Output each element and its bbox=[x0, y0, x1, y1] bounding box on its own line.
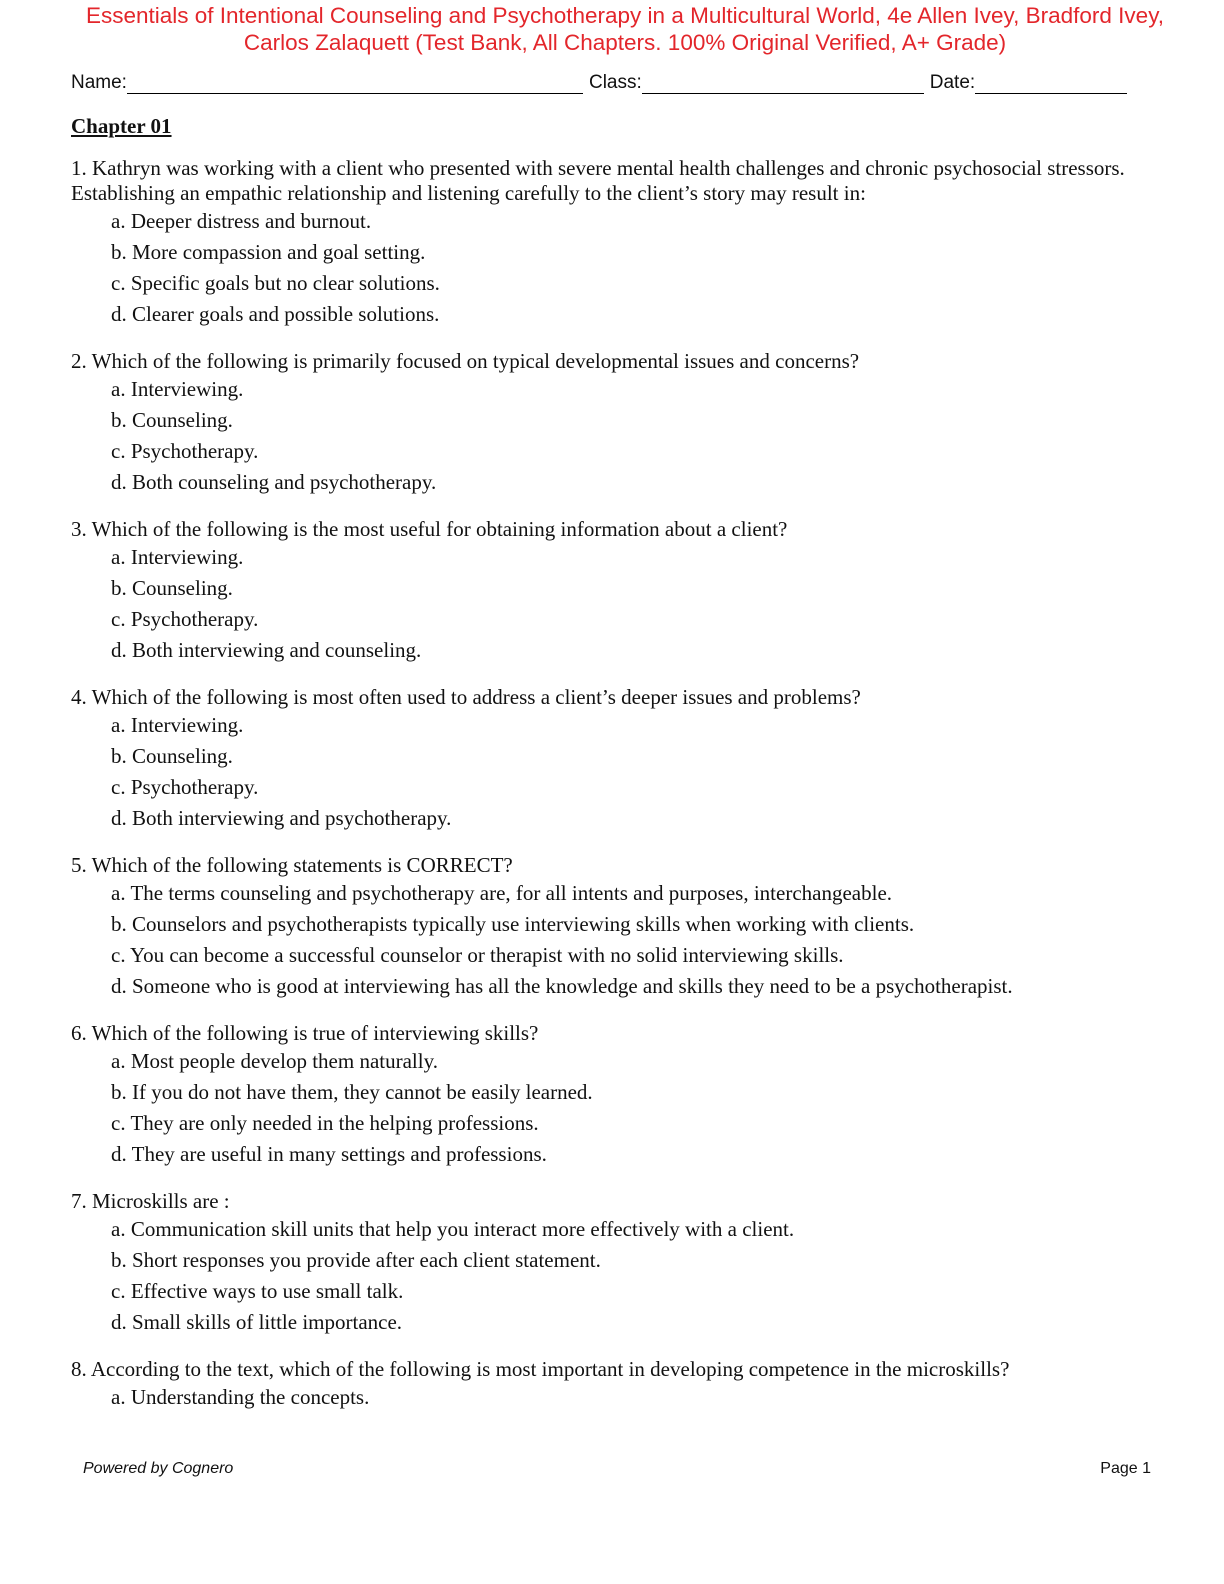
question-stem: 1. Kathryn was working with a client who presented with severe mental health challenges and chronic psychosocial stressors. Establishing an empathic relationship and listening carefully to the client’s story may result in: bbox=[71, 156, 1125, 205]
powered-by-footer: Powered by Cognero bbox=[83, 1460, 234, 1477]
answer-option: a. Interviewing. bbox=[111, 713, 244, 737]
answer-option: b. Counseling. bbox=[111, 408, 233, 432]
document-title: Essentials of Intentional Counseling and Psychotherapy in a Multicultural World, 4e Allen Ivey, Bradford Ivey, Carlos Zalaquett (Test Bank, All Chapters. 100% Original Verified, A+ Grade) bbox=[85, 3, 1165, 55]
answer-option: d. Clearer goals and possible solutions. bbox=[111, 302, 440, 326]
answer-options bbox=[111, 545, 1161, 663]
answer-option: a. Interviewing. bbox=[111, 377, 244, 401]
answer-option: a. Understanding the concepts. bbox=[111, 1385, 370, 1409]
question-6 bbox=[71, 1021, 1161, 1167]
question-5 bbox=[71, 853, 1161, 999]
answer-option: c. Psychotherapy. bbox=[111, 775, 259, 799]
date-label: Date: bbox=[929, 72, 976, 93]
question-stem: 6. Which of the following is true of interviewing skills? bbox=[71, 1021, 539, 1045]
answer-option: d. Someone who is good at interviewing has all the knowledge and skills they need to be a psychotherapist. bbox=[111, 974, 1013, 998]
answer-option: b. More compassion and goal setting. bbox=[111, 240, 426, 264]
question-3 bbox=[71, 517, 1161, 663]
question-2 bbox=[71, 349, 1161, 495]
question-8 bbox=[71, 1357, 1161, 1410]
class-label: Class: bbox=[588, 72, 642, 93]
answer-option: d. Both interviewing and psychotherapy. bbox=[111, 806, 452, 830]
name-blank bbox=[127, 73, 583, 94]
answer-option: c. You can become a successful counselor or therapist with no solid interviewing skills. bbox=[111, 943, 844, 967]
question-stem: 3. Which of the following is the most useful for obtaining information about a client? bbox=[71, 517, 788, 541]
answer-option: c. Psychotherapy. bbox=[111, 439, 259, 463]
answer-options bbox=[111, 1049, 1161, 1167]
answer-option: b. Counseling. bbox=[111, 744, 233, 768]
answer-option: c. They are only needed in the helping professions. bbox=[111, 1111, 539, 1135]
answer-option: c. Specific goals but no clear solutions. bbox=[111, 271, 440, 295]
answer-option: d. Both counseling and psychotherapy. bbox=[111, 470, 437, 494]
answer-option: d. They are useful in many settings and professions. bbox=[111, 1142, 547, 1166]
answer-option: d. Small skills of little importance. bbox=[111, 1310, 403, 1334]
answer-option: b. Counselors and psychotherapists typically use interviewing skills when working with clients. bbox=[111, 912, 915, 936]
answer-option: b. Counseling. bbox=[111, 576, 233, 600]
answer-option: b. Short responses you provide after each client statement. bbox=[111, 1248, 601, 1272]
answer-option: c. Effective ways to use small talk. bbox=[111, 1279, 404, 1303]
question-7 bbox=[71, 1189, 1161, 1335]
class-blank bbox=[642, 73, 924, 94]
question-stem: 8. According to the text, which of the following is most important in developing competence in the microskills? bbox=[71, 1357, 1010, 1381]
answer-options bbox=[111, 209, 1161, 327]
question-list bbox=[71, 156, 1161, 1432]
answer-option: a. Interviewing. bbox=[111, 545, 244, 569]
question-1 bbox=[71, 156, 1161, 327]
answer-options bbox=[111, 1217, 1161, 1335]
answer-option: a. Most people develop them naturally. bbox=[111, 1049, 438, 1073]
answer-option: a. The terms counseling and psychotherapy are, for all intents and purposes, interchangeable. bbox=[111, 881, 893, 905]
answer-option: a. Deeper distress and burnout. bbox=[111, 209, 372, 233]
name-label: Name: bbox=[71, 72, 127, 93]
answer-option: a. Communication skill units that help you interact more effectively with a client. bbox=[111, 1217, 795, 1241]
answer-options bbox=[111, 1385, 1161, 1410]
page-number: Page 1 bbox=[1100, 1460, 1151, 1477]
question-stem: 2. Which of the following is primarily focused on typical developmental issues and concerns? bbox=[71, 349, 860, 373]
question-stem: 4. Which of the following is most often used to address a client’s deeper issues and problems? bbox=[71, 685, 861, 709]
date-blank bbox=[975, 73, 1127, 94]
answer-option: d. Both interviewing and counseling. bbox=[111, 638, 422, 662]
student-info-fields bbox=[71, 72, 1146, 94]
answer-options bbox=[111, 881, 1161, 999]
question-4 bbox=[71, 685, 1161, 831]
answer-options bbox=[111, 377, 1161, 495]
answer-option: b. If you do not have them, they cannot be easily learned. bbox=[111, 1080, 593, 1104]
question-stem: 5. Which of the following statements is CORRECT? bbox=[71, 853, 513, 877]
chapter-heading: Chapter 01 bbox=[71, 114, 172, 138]
answer-options bbox=[111, 713, 1161, 831]
answer-option: c. Psychotherapy. bbox=[111, 607, 259, 631]
question-stem: 7. Microskills are : bbox=[71, 1189, 230, 1213]
